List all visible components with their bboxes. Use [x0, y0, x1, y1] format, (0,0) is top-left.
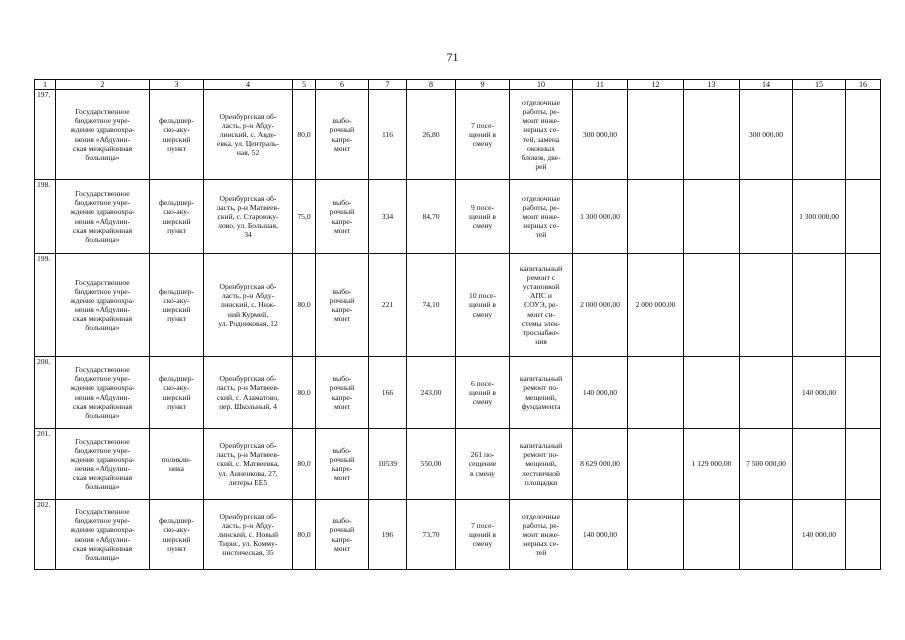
col15-cell: 1 300 000,00 — [793, 180, 846, 254]
institution-cell: Государственное бюджетное учре- ждение здравоохра- нения «Абдулин- ская межрайонная больница» — [56, 357, 150, 429]
col12-cell — [628, 429, 684, 500]
register-table — [34, 79, 881, 570]
table-row — [35, 357, 881, 429]
table-row — [35, 429, 881, 500]
facility-cell: фельдшер- ско-аку- шерский пункт — [150, 90, 204, 180]
col7-cell: 116 — [369, 90, 407, 180]
col-header: 6 — [316, 80, 369, 90]
facility-cell: фельдшер- ско-аку- шерский пункт — [150, 180, 204, 254]
col-header: 1 — [35, 80, 56, 90]
col14-cell — [740, 254, 793, 357]
area-cell: 80,0 — [293, 429, 316, 500]
page-number: 71 — [446, 50, 459, 64]
address-cell: Оренбургская об- ласть, р-н Абду- линский, с. Ниж- ний Курмей, ул. Родниковая, 12 — [204, 254, 293, 357]
col14-cell — [740, 180, 793, 254]
works-cell: отделочные работы, ре- монт инже- нерных се- тей — [510, 180, 573, 254]
address-cell: Оренбургская об- ласть, р-н Абду- линский, с. Авде- евка, ул. Централь- ная, 52 — [204, 90, 293, 180]
repair-type-cell: выбо- рочный капре- монт — [316, 90, 369, 180]
col-header: 11 — [573, 80, 628, 90]
col-header: 5 — [293, 80, 316, 90]
col-header: 4 — [204, 80, 293, 90]
col8-cell: 74,10 — [407, 254, 456, 357]
repair-type-cell: выбо- рочный капре- монт — [316, 254, 369, 357]
works-cell: отделочные работы, ре- монт инже- нерных се- тей, замена оконных блоков, две- рей — [510, 90, 573, 180]
col16-cell — [846, 500, 881, 570]
col7-cell: 10539 — [369, 429, 407, 500]
facility-cell: фельдшер- ско-аку- шерский пункт — [150, 357, 204, 429]
col7-cell: 196 — [369, 500, 407, 570]
col16-cell — [846, 90, 881, 180]
col7-cell: 334 — [369, 180, 407, 254]
col13-cell — [684, 90, 740, 180]
col12-cell — [628, 180, 684, 254]
capacity-cell: 7 посе- щений в смену — [456, 500, 510, 570]
total-cost-cell: 1 300 000,00 — [573, 180, 628, 254]
col-header: 3 — [150, 80, 204, 90]
row-number: 202. — [35, 500, 56, 570]
col8-cell: 84,70 — [407, 180, 456, 254]
col16-cell — [846, 180, 881, 254]
col-header: 8 — [407, 80, 456, 90]
institution-cell: Государственное бюджетное учре- ждение здравоохра- нения «Абдулин- ская межрайонная больница» — [56, 90, 150, 180]
col-header: 14 — [740, 80, 793, 90]
repair-type-cell: выбо- рочный капре- монт — [316, 500, 369, 570]
col-header: 13 — [684, 80, 740, 90]
col8-cell: 243,00 — [407, 357, 456, 429]
col8-cell: 550,00 — [407, 429, 456, 500]
area-cell: 75,0 — [293, 180, 316, 254]
row-number: 201. — [35, 429, 56, 500]
facility-cell: фельдшер- ско-аку- шерский пункт — [150, 500, 204, 570]
col16-cell — [846, 254, 881, 357]
col15-cell: 140 000,00 — [793, 500, 846, 570]
col-header: 2 — [56, 80, 150, 90]
col14-cell — [740, 500, 793, 570]
row-number: 200. — [35, 357, 56, 429]
col14-cell: 7 500 000,00 — [740, 429, 793, 500]
area-cell: 80,0 — [293, 254, 316, 357]
col16-cell — [846, 429, 881, 500]
total-cost-cell: 8 629 000,00 — [573, 429, 628, 500]
row-number: 199. — [35, 254, 56, 357]
col15-cell — [793, 90, 846, 180]
area-cell: 80,0 — [293, 500, 316, 570]
table-row — [35, 180, 881, 254]
col-header: 7 — [369, 80, 407, 90]
col8-cell: 26,80 — [407, 90, 456, 180]
total-cost-cell: 2 000 000,00 — [573, 254, 628, 357]
col12-cell: 2 000 000,00 — [628, 254, 684, 357]
institution-cell: Государственное бюджетное учре- ждение здравоохра- нения «Абдулин- ская межрайонная больница» — [56, 500, 150, 570]
col-header: 12 — [628, 80, 684, 90]
col14-cell: 300 000,00 — [740, 90, 793, 180]
col7-cell: 166 — [369, 357, 407, 429]
capacity-cell: 261 по- сещение в смену — [456, 429, 510, 500]
facility-cell: поликли- ника — [150, 429, 204, 500]
col14-cell — [740, 357, 793, 429]
col-header: 10 — [510, 80, 573, 90]
col15-cell — [793, 429, 846, 500]
col13-cell — [684, 254, 740, 357]
column-number-row — [35, 80, 881, 90]
works-cell: отделочные работы, ре- монт инже- нерных се- тей — [510, 500, 573, 570]
capacity-cell: 10 посе- щений в смену — [456, 254, 510, 357]
address-cell: Оренбургская об- ласть, р-н Матвеев- ский, с. Азаматово, пер. Школьный, 4 — [204, 357, 293, 429]
total-cost-cell: 140 000,00 — [573, 357, 628, 429]
col12-cell — [628, 500, 684, 570]
col13-cell — [684, 180, 740, 254]
repair-type-cell: выбо- рочный капре- монт — [316, 357, 369, 429]
col12-cell — [628, 357, 684, 429]
address-cell: Оренбургская об- ласть, р-н Матвеев- ский, с. Староюку- лово, ул. Большая, 34 — [204, 180, 293, 254]
table-row — [35, 254, 881, 357]
institution-cell: Государственное бюджетное учре- ждение здравоохра- нения «Абдулин- ская межрайонная больница» — [56, 254, 150, 357]
institution-cell: Государственное бюджетное учре- ждение здравоохра- нения «Абдулин- ская межрайонная больница» — [56, 429, 150, 500]
table-row — [35, 500, 881, 570]
col13-cell: 1 129 000,00 — [684, 429, 740, 500]
repair-type-cell: выбо- рочный капре- монт — [316, 429, 369, 500]
col-header: 16 — [846, 80, 881, 90]
col16-cell — [846, 357, 881, 429]
area-cell: 80,0 — [293, 357, 316, 429]
col15-cell: 140 000,00 — [793, 357, 846, 429]
address-cell: Оренбургская об- ласть, р-н Матвеев- ский, с. Матвеевка, ул. Анненкова, 27, литеры ЕЕ5 — [204, 429, 293, 500]
address-cell: Оренбургская об- ласть, р-н Абду- линский, с. Новый Тирис, ул. Комму- нистическая, 35 — [204, 500, 293, 570]
capacity-cell: 9 посе- щений в смену — [456, 180, 510, 254]
institution-cell: Государственное бюджетное учре- ждение здравоохра- нения «Абдулин- ская межрайонная больница» — [56, 180, 150, 254]
col15-cell — [793, 254, 846, 357]
works-cell: капитальный ремонт по- мещений, фундамента — [510, 357, 573, 429]
repair-type-cell: выбо- рочный капре- монт — [316, 180, 369, 254]
col13-cell — [684, 500, 740, 570]
col12-cell — [628, 90, 684, 180]
works-cell: капитальный ремонт по- мещений, лестничной площадки — [510, 429, 573, 500]
col13-cell — [684, 357, 740, 429]
row-number: 198. — [35, 180, 56, 254]
row-number: 197. — [35, 90, 56, 180]
total-cost-cell: 300 000,00 — [573, 90, 628, 180]
works-cell: капитальный ремонт с установкой АПС и СОУЭ, ре- монт си- стемы элек- троснабже- ния — [510, 254, 573, 357]
facility-cell: фельдшер- ско-аку- шерский пункт — [150, 254, 204, 357]
capacity-cell: 7 посе- щений в смену — [456, 90, 510, 180]
col-header: 9 — [456, 80, 510, 90]
capacity-cell: 6 посе- щений в смену — [456, 357, 510, 429]
table-row — [35, 90, 881, 180]
total-cost-cell: 140 000,00 — [573, 500, 628, 570]
col8-cell: 73,70 — [407, 500, 456, 570]
col7-cell: 221 — [369, 254, 407, 357]
col-header: 15 — [793, 80, 846, 90]
area-cell: 80,0 — [293, 90, 316, 180]
